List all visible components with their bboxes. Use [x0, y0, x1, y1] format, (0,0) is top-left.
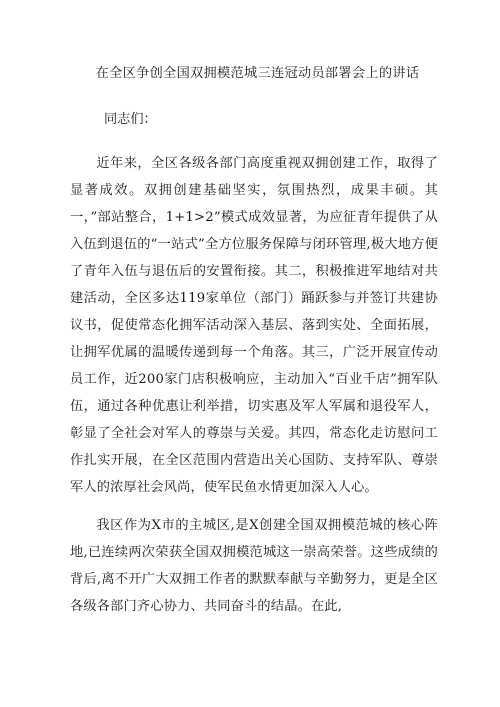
- document-title: 在全区争创全国双拥模范城三连冠动员部署会上的讲话: [95, 66, 420, 81]
- paragraph-2: 我区作为X市的主城区,是X创建全国双拥模范城的核心阵地,已连续两次荣获全国双拥模范城这一崇高荣誉。这些成绩的背后,离不开广大双拥工作者的默默奉献与辛勤努力，更是全区各级各部门齐心协力、共同奋斗的结晶。在此,: [70, 518, 438, 614]
- paragraph-1: 近年来，全区各级各部门高度重视双拥创建工作，取得了显著成效。双拥创建基础坚实，氛围热烈，成果丰硕。其一，”部站整合，1+1>2”模式成效显著，为应征青年提供了从入伍到退伍的“一站式”全方位服务保障与闭环管理,极大地方便了青年入伍与退伍后的安置衔接。其二，积极推进军地结对共建活动，全区多达119家单位（部门）踊跃参与并签订共建协议书，促使常态化拥军活动深入基层、落到实处、全面拓展，让拥军优属的温暖传递到每一个角落。其三，广泛开展宣传动员工作，近200家门店积极响应，主动加入“百业千店”拥军队伍，通过各种优惠让利举措，切实惠及军人军属和退役军人，彰显了全社会对军人的尊崇与关爱。其四，常态化走访慰问工作扎实开展，在全区范围内营造出关心国防、支持军队、尊崇军人的浓厚社会风尚，使军民鱼水情更加深入人心。: [70, 156, 438, 495]
- salutation: 同志们：: [104, 112, 157, 127]
